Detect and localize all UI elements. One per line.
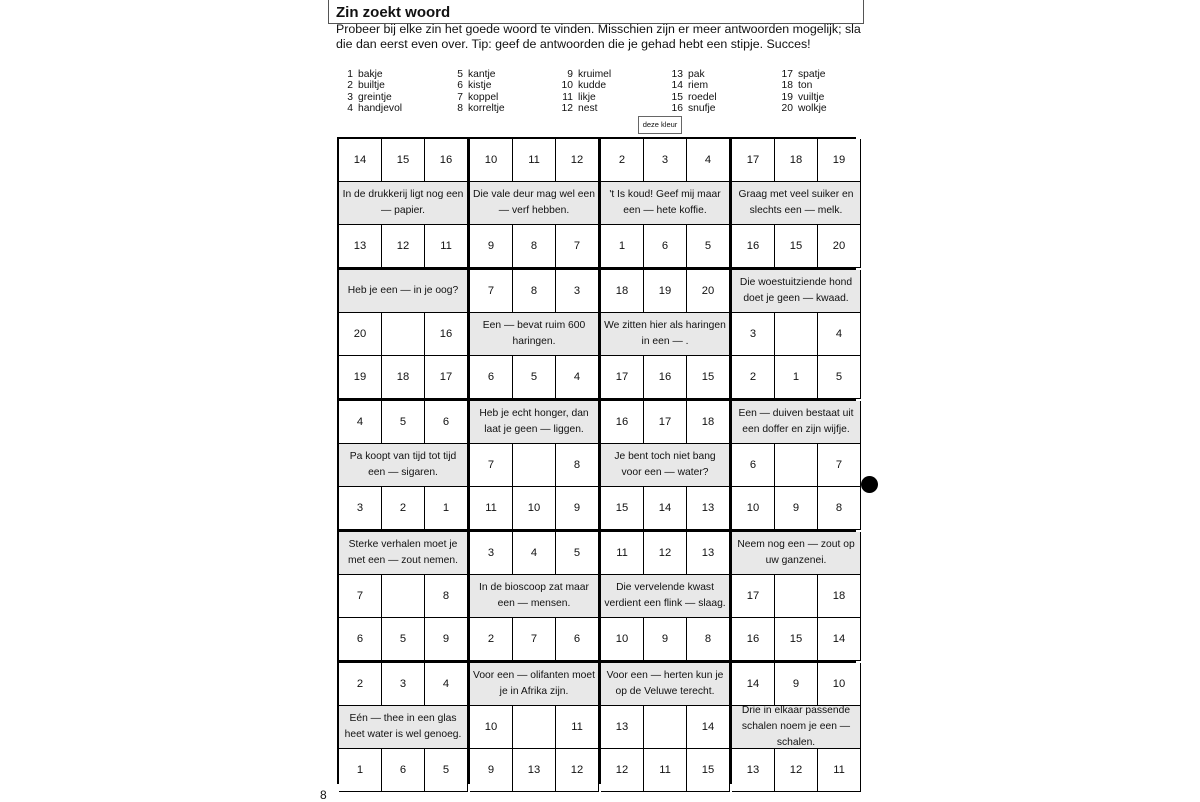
- number-cell: 10: [513, 487, 556, 530]
- word-item: [336, 80, 402, 91]
- sentence-cell: In de bioscoop zat maar een — mensen.: [470, 575, 599, 618]
- number-cell: 4: [687, 139, 730, 182]
- number-cell: 15: [601, 487, 644, 530]
- sentence-cell: Die vale deur mag wel een — verf hebben.: [470, 182, 599, 225]
- number-cell: 10: [470, 139, 513, 182]
- number-cell: 8: [818, 487, 861, 530]
- number-cell: 8: [425, 575, 468, 618]
- number-cell: 4: [513, 532, 556, 575]
- number-cell: 13: [732, 749, 775, 792]
- number-cell: 17: [644, 401, 687, 444]
- number-cell: 2: [382, 487, 425, 530]
- word-number: 18: [781, 80, 793, 92]
- number-cell: 7: [818, 444, 861, 487]
- number-cell: 20: [818, 225, 861, 268]
- word-text: greintje: [358, 91, 392, 103]
- number-cell: 1: [775, 356, 818, 399]
- word-column: [336, 69, 402, 114]
- number-cell: 17: [732, 575, 775, 618]
- number-cell: 2: [339, 663, 382, 706]
- word-number: 2: [347, 80, 353, 92]
- empty-cell: [775, 444, 818, 487]
- word-item: [446, 80, 505, 91]
- word-number: 17: [781, 69, 793, 80]
- number-cell: 9: [470, 749, 513, 792]
- word-item: [336, 92, 402, 103]
- number-cell: 10: [601, 618, 644, 661]
- number-cell: 5: [687, 225, 730, 268]
- number-cell: 5: [382, 618, 425, 661]
- number-cell: 6: [339, 618, 382, 661]
- word-text: koppel: [468, 91, 499, 103]
- number-cell: 12: [556, 749, 599, 792]
- word-number: 4: [347, 102, 353, 114]
- sentence-cell: Die woestuitziende hond doet je geen — kwaad.: [732, 270, 861, 313]
- number-cell: 11: [818, 749, 861, 792]
- number-cell: 11: [601, 532, 644, 575]
- number-cell: 11: [470, 487, 513, 530]
- number-cell: 10: [470, 706, 513, 749]
- sentence-cell: Heb je echt honger, dan laat je geen — liggen.: [470, 401, 599, 444]
- word-item: [776, 69, 827, 80]
- number-cell: 14: [732, 663, 775, 706]
- number-cell: 10: [732, 487, 775, 530]
- number-cell: 19: [818, 139, 861, 182]
- empty-cell: [644, 706, 687, 749]
- number-cell: 11: [556, 706, 599, 749]
- number-cell: 13: [339, 225, 382, 268]
- word-item: [556, 92, 611, 103]
- number-cell: 12: [644, 532, 687, 575]
- number-cell: 6: [732, 444, 775, 487]
- number-cell: 5: [818, 356, 861, 399]
- empty-cell: [513, 444, 556, 487]
- word-column: [666, 69, 717, 114]
- sentence-cell: 't Is koud! Geef mij maar een — hete koffie.: [601, 182, 730, 225]
- intro-text: Probeer bij elke zin het goede woord te vinden. Misschien zijn er meer antwoorden mogelijk; sla die dan eerst even over. Tip: geef de antwoorden die je gehad hebt een stipje. Succes!: [336, 22, 861, 51]
- word-text: pak: [688, 69, 705, 80]
- word-item: [666, 80, 717, 91]
- word-item: [556, 103, 611, 114]
- word-number: 15: [671, 91, 683, 103]
- number-cell: 12: [775, 749, 818, 792]
- sentence-cell: Neem nog een — zout op uw ganzenei.: [732, 532, 861, 575]
- number-cell: 5: [382, 401, 425, 444]
- number-cell: 5: [513, 356, 556, 399]
- word-text: wolkje: [798, 102, 827, 114]
- number-cell: 18: [687, 401, 730, 444]
- number-cell: 17: [732, 139, 775, 182]
- number-cell: 6: [382, 749, 425, 792]
- number-cell: 20: [687, 270, 730, 313]
- number-cell: 17: [601, 356, 644, 399]
- word-number: 5: [457, 69, 463, 80]
- empty-cell: [382, 575, 425, 618]
- number-cell: 9: [556, 487, 599, 530]
- word-number: 9: [567, 69, 573, 80]
- word-number: 14: [671, 80, 683, 92]
- number-cell: 2: [601, 139, 644, 182]
- number-cell: 4: [339, 401, 382, 444]
- number-cell: 1: [425, 487, 468, 530]
- sentence-cell: Een — bevat ruim 600 haringen.: [470, 313, 599, 356]
- number-cell: 16: [732, 618, 775, 661]
- number-cell: 6: [425, 401, 468, 444]
- page-number: 8: [320, 788, 327, 802]
- word-item: [666, 103, 717, 114]
- number-cell: 15: [687, 356, 730, 399]
- word-item: [776, 92, 827, 103]
- word-text: ton: [798, 80, 813, 92]
- number-cell: 2: [470, 618, 513, 661]
- number-cell: 6: [470, 356, 513, 399]
- number-cell: 16: [601, 401, 644, 444]
- word-number: 10: [561, 80, 573, 92]
- word-item: [336, 69, 402, 80]
- word-text: nest: [578, 102, 598, 114]
- word-text: korreltje: [468, 102, 505, 114]
- number-cell: 13: [513, 749, 556, 792]
- number-cell: 9: [425, 618, 468, 661]
- word-number: 12: [561, 102, 573, 114]
- number-cell: 14: [687, 706, 730, 749]
- number-cell: 10: [818, 663, 861, 706]
- number-cell: 11: [644, 749, 687, 792]
- number-cell: 14: [339, 139, 382, 182]
- word-text: vuiltje: [798, 91, 825, 103]
- number-cell: 1: [601, 225, 644, 268]
- word-item: [556, 69, 611, 80]
- number-cell: 3: [644, 139, 687, 182]
- sentence-cell: Eén — thee in een glas heet water is wel genoeg.: [339, 706, 468, 749]
- number-cell: 15: [687, 749, 730, 792]
- sentence-cell: In de drukkerij ligt nog een — papier.: [339, 182, 468, 225]
- sentence-cell: Sterke verhalen moet je met een — zout nemen.: [339, 532, 468, 575]
- word-text: snufje: [688, 102, 716, 114]
- number-cell: 12: [556, 139, 599, 182]
- number-cell: 7: [470, 270, 513, 313]
- sentence-cell: Pa koopt van tijd tot tijd een — sigaren.: [339, 444, 468, 487]
- number-cell: 6: [644, 225, 687, 268]
- number-cell: 12: [601, 749, 644, 792]
- number-cell: 1: [339, 749, 382, 792]
- word-number: 3: [347, 91, 353, 103]
- sentence-cell: Graag met veel suiker en slechts een — melk.: [732, 182, 861, 225]
- word-number: 6: [457, 80, 463, 92]
- empty-cell: [382, 313, 425, 356]
- color-label: deze kleur: [638, 116, 682, 134]
- number-cell: 3: [382, 663, 425, 706]
- number-cell: 3: [732, 313, 775, 356]
- number-cell: 16: [732, 225, 775, 268]
- number-cell: 11: [513, 139, 556, 182]
- number-cell: 17: [425, 356, 468, 399]
- word-number: 19: [781, 91, 793, 103]
- number-cell: 7: [556, 225, 599, 268]
- number-cell: 16: [644, 356, 687, 399]
- word-item: [446, 69, 505, 80]
- word-column: [446, 69, 505, 114]
- sentence-cell: Een — duiven bestaat uit een doffer en zijn wijfje.: [732, 401, 861, 444]
- word-text: spatje: [798, 69, 826, 80]
- number-cell: 4: [425, 663, 468, 706]
- number-cell: 3: [339, 487, 382, 530]
- word-item: [446, 103, 505, 114]
- word-number: 11: [562, 91, 573, 103]
- word-text: kruimel: [578, 69, 612, 80]
- word-text: handjevol: [358, 102, 403, 114]
- number-cell: 18: [818, 575, 861, 618]
- number-cell: 16: [425, 313, 468, 356]
- word-item: [446, 92, 505, 103]
- number-cell: 18: [382, 356, 425, 399]
- number-cell: 9: [775, 487, 818, 530]
- number-cell: 16: [425, 139, 468, 182]
- sentence-cell: Voor een — olifanten moet je in Afrika zijn.: [470, 663, 599, 706]
- word-number: 13: [671, 69, 683, 80]
- number-cell: 14: [818, 618, 861, 661]
- word-text: riem: [688, 80, 709, 92]
- word-text: builtje: [358, 80, 385, 92]
- number-cell: 8: [513, 270, 556, 313]
- sentence-cell: Voor een — herten kun je op de Veluwe terecht.: [601, 663, 730, 706]
- number-cell: 8: [513, 225, 556, 268]
- number-cell: 2: [732, 356, 775, 399]
- sentence-cell: Heb je een — in je oog?: [339, 270, 468, 313]
- number-cell: 3: [556, 270, 599, 313]
- number-cell: 15: [775, 618, 818, 661]
- number-cell: 7: [339, 575, 382, 618]
- black-dot-marker: [861, 476, 878, 493]
- number-cell: 18: [775, 139, 818, 182]
- number-cell: 14: [644, 487, 687, 530]
- word-column: [556, 69, 611, 114]
- number-cell: 13: [687, 532, 730, 575]
- number-cell: 20: [339, 313, 382, 356]
- word-item: [336, 103, 402, 114]
- number-cell: 8: [556, 444, 599, 487]
- word-column: [776, 69, 827, 114]
- number-cell: 8: [687, 618, 730, 661]
- number-cell: 4: [818, 313, 861, 356]
- puzzle-grid: [337, 137, 856, 784]
- word-list: [336, 69, 866, 117]
- word-item: [666, 92, 717, 103]
- word-number: 20: [781, 102, 793, 114]
- empty-cell: [775, 575, 818, 618]
- number-cell: 3: [470, 532, 513, 575]
- number-cell: 5: [556, 532, 599, 575]
- number-cell: 9: [470, 225, 513, 268]
- word-item: [556, 80, 611, 91]
- word-text: kistje: [468, 80, 492, 92]
- number-cell: 15: [775, 225, 818, 268]
- number-cell: 19: [644, 270, 687, 313]
- number-cell: 19: [339, 356, 382, 399]
- word-text: kudde: [578, 80, 607, 92]
- number-cell: 9: [644, 618, 687, 661]
- word-number: 7: [457, 91, 463, 103]
- empty-cell: [775, 313, 818, 356]
- word-number: 8: [457, 102, 463, 114]
- sentence-cell: Die vervelende kwast verdient een flink — slaag.: [601, 575, 730, 618]
- word-number: 16: [671, 102, 683, 114]
- number-cell: 13: [687, 487, 730, 530]
- empty-cell: [513, 706, 556, 749]
- word-text: roedel: [688, 91, 717, 103]
- word-item: [776, 80, 827, 91]
- number-cell: 7: [513, 618, 556, 661]
- number-cell: 5: [425, 749, 468, 792]
- number-cell: 18: [601, 270, 644, 313]
- number-cell: 13: [601, 706, 644, 749]
- number-cell: 11: [425, 225, 468, 268]
- number-cell: 9: [775, 663, 818, 706]
- word-item: [666, 69, 717, 80]
- sentence-cell: Je bent toch niet bang voor een — water?: [601, 444, 730, 487]
- word-text: likje: [578, 91, 596, 103]
- word-item: [776, 103, 827, 114]
- number-cell: 15: [382, 139, 425, 182]
- number-cell: 7: [470, 444, 513, 487]
- number-cell: 4: [556, 356, 599, 399]
- word-text: bakje: [358, 69, 383, 80]
- word-number: 1: [347, 69, 353, 80]
- number-cell: 6: [556, 618, 599, 661]
- sentence-cell: We zitten hier als haringen in een — .: [601, 313, 730, 356]
- number-cell: 12: [382, 225, 425, 268]
- word-text: kantje: [468, 69, 496, 80]
- sentence-cell: Drie in elkaar passende schalen noem je een — schalen.: [732, 706, 861, 749]
- page-title: Zin zoekt woord: [336, 4, 451, 21]
